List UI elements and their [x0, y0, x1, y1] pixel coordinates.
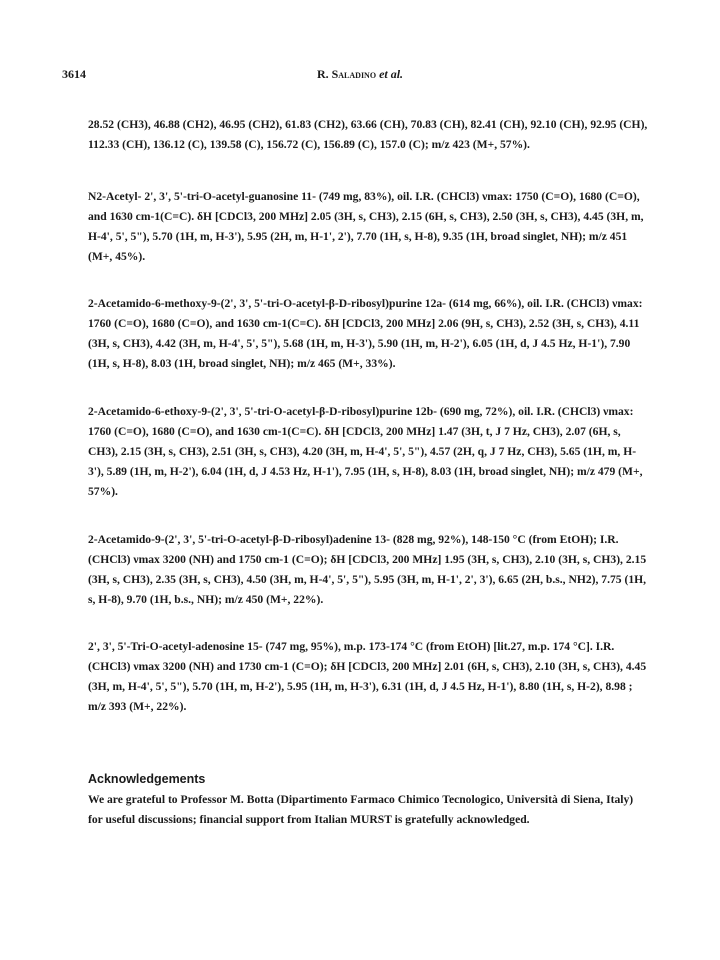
- paragraph-compound-11: N2-Acetyl- 2', 3', 5'-tri-O-acetyl-guanosine 11- (749 mg, 83%), oil. I.R. (CHCl3) νmax: 1750 (C=O), 1680 (C=O), and 1630 cm-1(C=C). δH [CDCl3, 200 MHz] 2.05 (3H, s, CH3), 2.15 (6H, s, CH3), 2.50 (3H, s, CH3), 4.45 (3H, m, H-4', 5', 5"), 5.70 (1H, m, H-3'), 5.95 (2H, m, H-1', 2'), 7.70 (1H, s, H-8), 9.35 (1H, broad singlet, NH); m/z 451 (M+, 45%).: [88, 190, 644, 263]
- running-head-author: R. Saladino: [316, 67, 377, 81]
- paragraph-compound-13: 2-Acetamido-9-(2', 3', 5'-tri-O-acetyl-β-D-ribosyl)adenine 13- (828 mg, 92%), 148-150 °C (from EtOH); I.R. (CHCl3) νmax 3200 (NH) and 1750 cm-1 (C=O); δH [CDCl3, 200 MHz] 1.95 (3H, s, CH3), 2.10 (3H, s, CH3), 2.15 (3H, s, CH3), 2.35 (3H, s, CH3), 4.50 (3H, m, H-4', 5', 5"), 5.95 (3H, m, H-1', 2', 3'), 6.65 (2H, b.s., NH2), 7.75 (1H, s, H-8), 9.70 (1H, b.s., NH); m/z 450 (M+, 22%).: [88, 533, 647, 606]
- page-number: 3614: [62, 67, 86, 81]
- paragraph-compound-12b: 2-Acetamido-6-ethoxy-9-(2', 3', 5'-tri-O-acetyl-β-D-ribosyl)purine 12b- (690 mg, 72%), oil. I.R. (CHCl3) νmax: 1760 (C=O), 1680 (C=O), and 1630 cm-1(C=C). δH [CDCl3, 200 MHz] 1.47 (3H, t, J 7 Hz, CH3), 2.07 (6H, s, CH3), 2.15 (3H, s, CH3), 2.51 (3H, s, CH3), 4.20 (3H, m, H-4', 5', 5"), 4.57 (2H, q, J 7 Hz, CH3), 5.65 (1H, m, H-3'), 5.89 (1H, m, H-2'), 6.04 (1H, d, J 4.53 Hz, H-1'), 7.95 (1H, s, H-8), 8.03 (1H, broad singlet, NH); m/z 479 (M+, 57%).: [88, 405, 643, 498]
- acknowledgements-text: We are grateful to Professor M. Botta (Dipartimento Farmaco Chimico Tecnologico, Università di Siena, Italy) for useful discussions; financial support from Italian MURST is gratefully acknowledged.: [88, 793, 634, 826]
- paragraph-compound-15: 2', 3', 5'-Tri-O-acetyl-adenosine 15- (747 mg, 95%), m.p. 173-174 °C (from EtOH) [lit.27, m.p. 174 °C]. I.R. (CHCl3) νmax 3200 (NH) and 1730 cm-1 (C=O); δH [CDCl3, 200 MHz] 2.01 (6H, s, CH3), 2.10 (3H, s, CH3), 4.45 (3H, m, H-4', 5', 5"), 5.70 (1H, m, H-2'), 5.95 (1H, m, H-3'), 6.31 (1H, d, J 4.5 Hz, H-1'), 8.80 (1H, s, H-2), 8.98 ; m/z 393 (M+, 22%).: [88, 640, 647, 713]
- paragraph-13c-continuation: 28.52 (CH3), 46.88 (CH2), 46.95 (CH2), 61.83 (CH2), 63.66 (CH), 70.83 (CH), 82.41 (CH), 92.10 (CH), 92.95 (CH), 112.33 (CH), 136.12 (C), 139.58 (C), 156.72 (C), 156.89 (C), 157.0 (C); m/z 423 (M+, 57%).: [88, 118, 648, 151]
- acknowledgements-heading: Acknowledgements: [88, 772, 206, 786]
- paragraph-compound-12a: 2-Acetamido-6-methoxy-9-(2', 3', 5'-tri-O-acetyl-β-D-ribosyl)purine 12a- (614 mg, 66%), oil. I.R. (CHCl3) νmax: 1760 (C=O), 1680 (C=O), and 1630 cm-1(C=C). δH [CDCl3, 200 MHz] 2.06 (9H, s, CH3), 2.52 (3H, s, CH3), 4.11 (3H, s, CH3), 4.42 (3H, m, H-4', 5', 5"), 5.68 (1H, m, H-3'), 5.90 (1H, m, H-2'), 6.05 (1H, d, J 4.5 Hz, H-1'), 7.90 (1H, s, H-8), 8.03 (1H, broad singlet, NH); m/z 465 (M+, 33%).: [88, 297, 643, 370]
- running-head-etal: et al.: [379, 67, 404, 81]
- running-head: [0, 67, 720, 82]
